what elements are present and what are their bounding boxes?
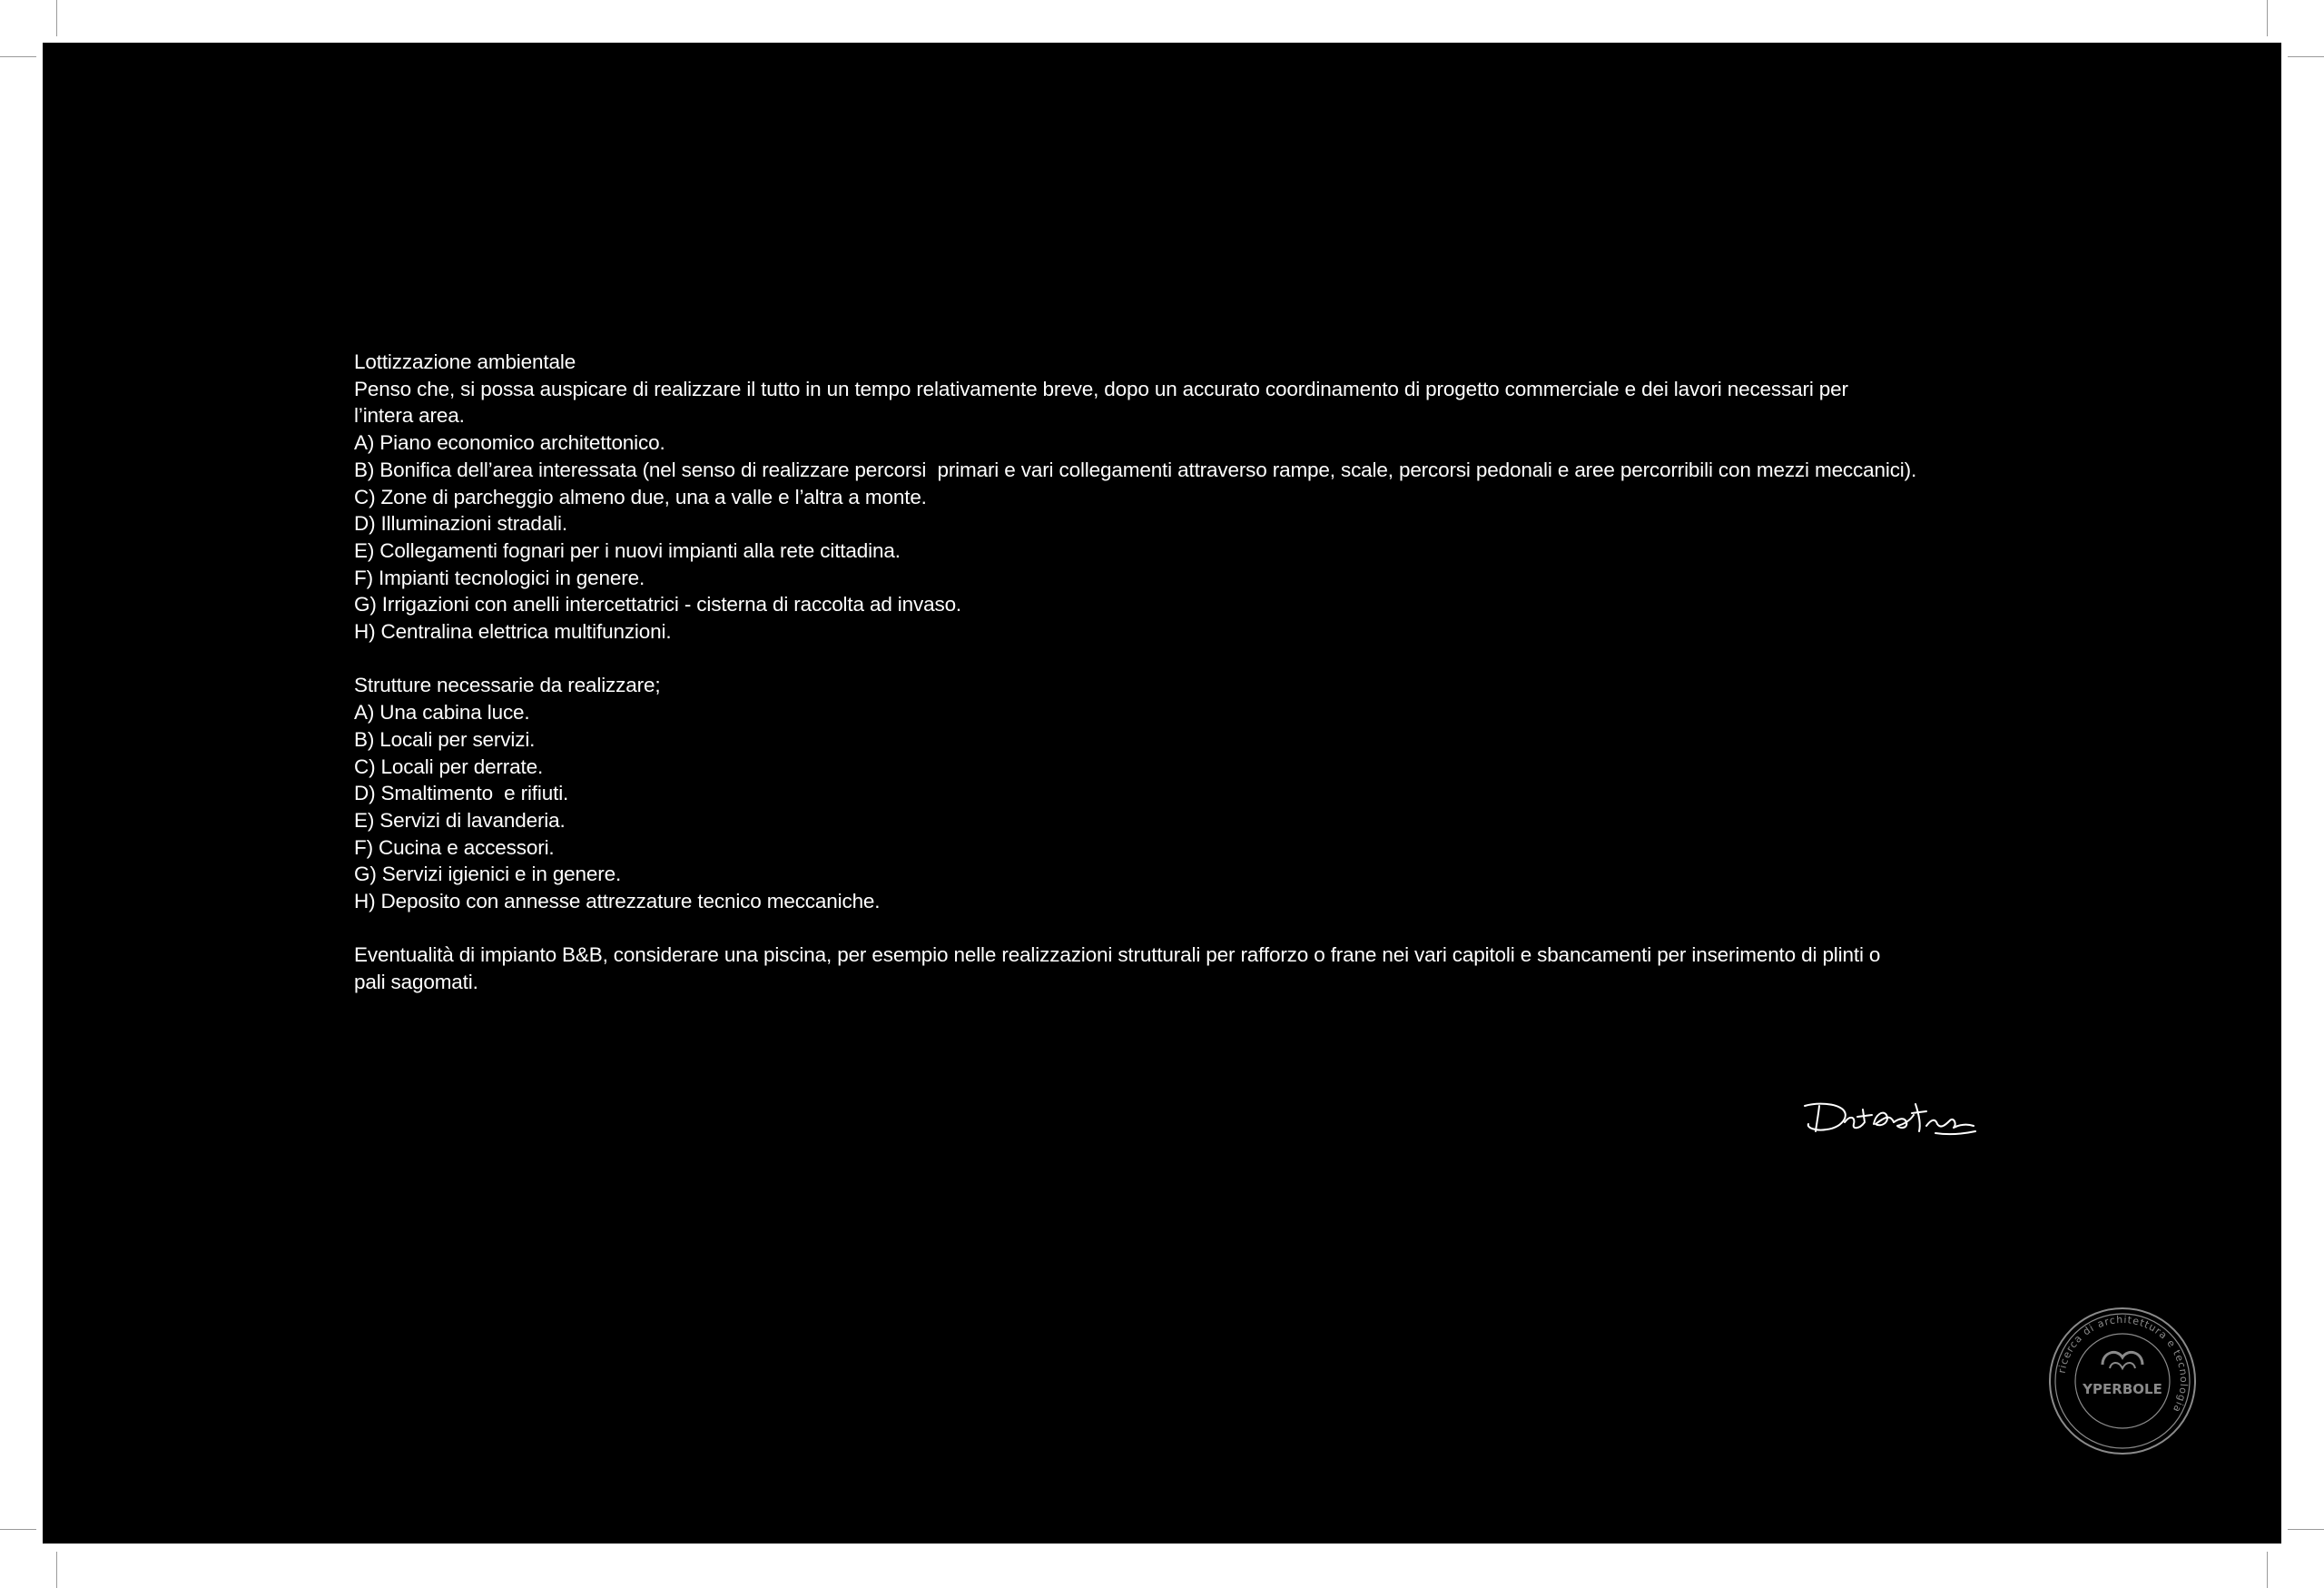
document-body: [354, 349, 1988, 996]
list-item: C) Zone di parcheggio almeno due, una a valle e l’altra a monte.: [354, 485, 927, 508]
svg-text:ricerca di architettura e tecn: [2056, 1314, 2190, 1415]
crop-mark-top-left-vertical: [56, 0, 57, 36]
crop-mark-top-right-vertical: [2267, 0, 2268, 36]
crop-mark-bottom-left-horizontal: [0, 1529, 36, 1530]
section1-intro-line1: Penso che, si possa auspicare di realizzare il tutto in un tempo relativamente breve, dopo un accurato coordinamento di progetto commerciale e dei lavori necessari per: [354, 377, 1848, 400]
section3-line2: pali sagomati.: [354, 971, 478, 994]
list-item: F) Impianti tecnologici in genere.: [354, 566, 645, 589]
list-item: E) Collegamenti fognari per i nuovi impianti alla rete cittadina.: [354, 538, 901, 562]
list-item: A) Piano economico architettonico.: [354, 431, 665, 455]
list-item: E) Servizi di lavanderia.: [354, 808, 566, 832]
list-item: F) Cucina e accessori.: [354, 835, 555, 859]
list-item: H) Deposito con annesse attrezzature tecnico meccaniche.: [354, 890, 881, 913]
list-item: B) Bonifica dell’area interessata (nel senso di realizzare percorsi primari e vari collegamenti attraverso rampe, scale, percorsi pedonali e aree percorribili con mezzi meccanici).: [354, 458, 1917, 481]
list-item: A) Una cabina luce.: [354, 701, 530, 725]
list-item: D) Illuminazioni stradali.: [354, 512, 567, 536]
section1-intro-line2: l’intera area.: [354, 404, 465, 428]
crop-mark-top-left-horizontal: [0, 56, 36, 57]
crop-mark-bottom-left-vertical: [56, 1552, 57, 1588]
paragraph-gap: [354, 646, 1988, 673]
crop-mark-top-right-horizontal: [2288, 56, 2324, 57]
crop-mark-bottom-right-vertical: [2267, 1552, 2268, 1588]
crop-mark-bottom-right-horizontal: [2288, 1529, 2324, 1530]
section1-title: Lottizzazione ambientale: [354, 350, 576, 373]
list-item: G) Servizi igienici e in genere.: [354, 863, 622, 886]
section3-line1: Eventualità di impianto B&B, considerare una piscina, per esempio nelle realizzazioni strutturali per rafforzo o frane nei vari capitoli e sbancamenti per inserimento di plinti o: [354, 943, 1881, 967]
seal-monogram-text: YPERBOLE: [2083, 1381, 2162, 1397]
list-item: D) Smaltimento e rifiuti.: [354, 782, 569, 805]
list-item: G) Irrigazioni con anelli intercettatrici - cisterna di raccolta ad invaso.: [354, 593, 962, 616]
circular-seal-logo: [2046, 1305, 2199, 1457]
list-item: C) Locali per derrate.: [354, 755, 544, 778]
section2-title: Strutture necessarie da realizzare;: [354, 674, 661, 697]
paragraph-gap: [354, 915, 1988, 942]
seal-ring-text: ricerca di architettura e tecnologia: [2055, 1313, 2191, 1415]
list-item: H) Centralina elettrica multifunzioni.: [354, 620, 672, 644]
handwritten-signature: [1799, 1097, 1981, 1142]
list-item: B) Locali per servizi.: [354, 727, 536, 751]
